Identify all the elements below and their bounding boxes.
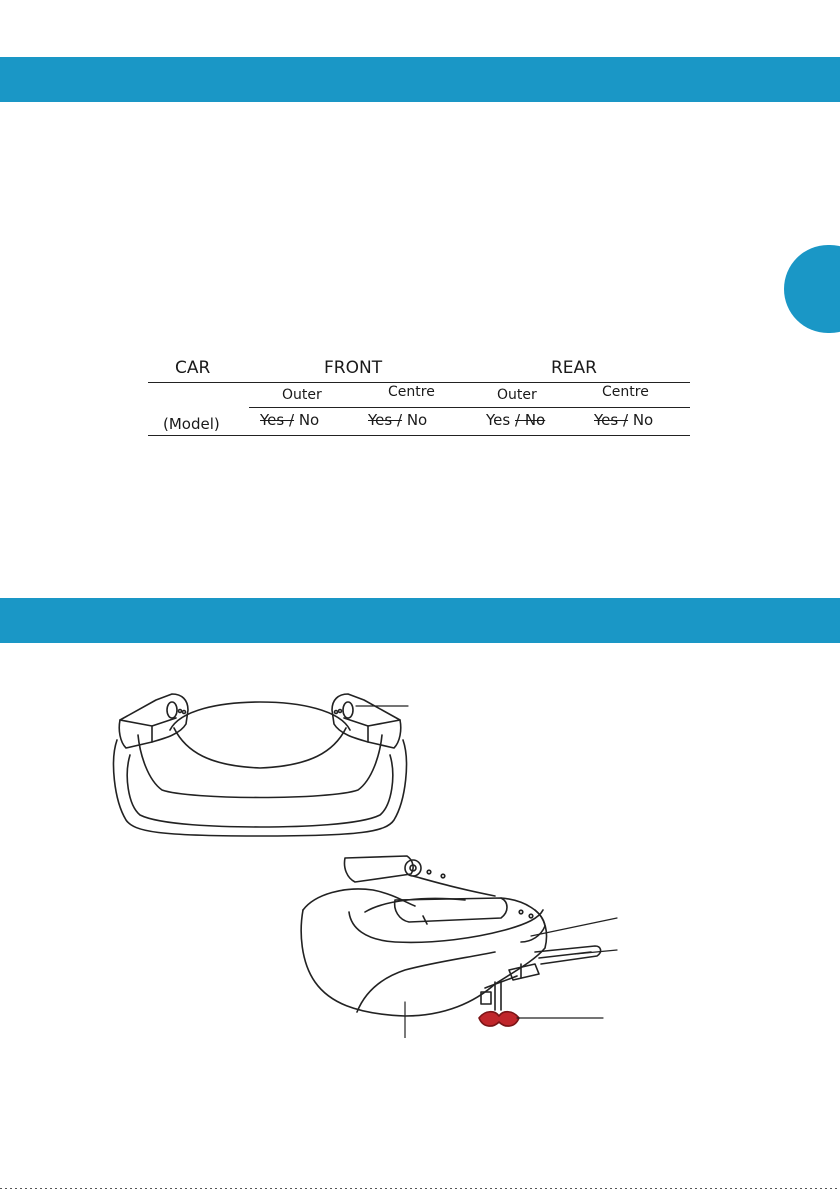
selected-option: No xyxy=(632,411,654,429)
booster-seat-side-icon xyxy=(295,852,625,1038)
struck-option: Yes / xyxy=(260,411,295,429)
col-rear-outer: Outer xyxy=(497,387,537,403)
selected-option: No xyxy=(406,411,428,429)
rear-outer-answer xyxy=(486,411,545,429)
col-front-centre: Centre xyxy=(388,384,435,400)
table-rule-bottom xyxy=(148,435,690,436)
table-rule-top xyxy=(148,382,690,383)
selected-option: Yes xyxy=(486,411,511,429)
booster-seat-front-icon xyxy=(100,680,420,845)
model-label: (Model) xyxy=(163,415,220,433)
chapter-tab xyxy=(784,245,840,333)
col-rear-centre: Centre xyxy=(602,384,649,400)
struck-option: Yes / xyxy=(594,411,629,429)
vehicle-compatibility-table xyxy=(148,352,690,436)
rear-centre-answer xyxy=(594,411,653,429)
selected-option: No xyxy=(298,411,320,429)
col-front-outer: Outer xyxy=(282,387,322,403)
front-outer-answer xyxy=(260,411,319,429)
front-centre-answer xyxy=(368,411,427,429)
car-header: CAR xyxy=(175,358,211,378)
rear-header: REAR xyxy=(551,358,597,378)
section-header-band xyxy=(0,598,840,643)
section-header-band xyxy=(0,57,840,102)
struck-option: Yes / xyxy=(368,411,403,429)
front-header: FRONT xyxy=(324,358,383,378)
table-rule-mid xyxy=(249,407,690,408)
page-bottom-edge xyxy=(0,1188,840,1189)
struck-option: / No xyxy=(515,411,546,429)
